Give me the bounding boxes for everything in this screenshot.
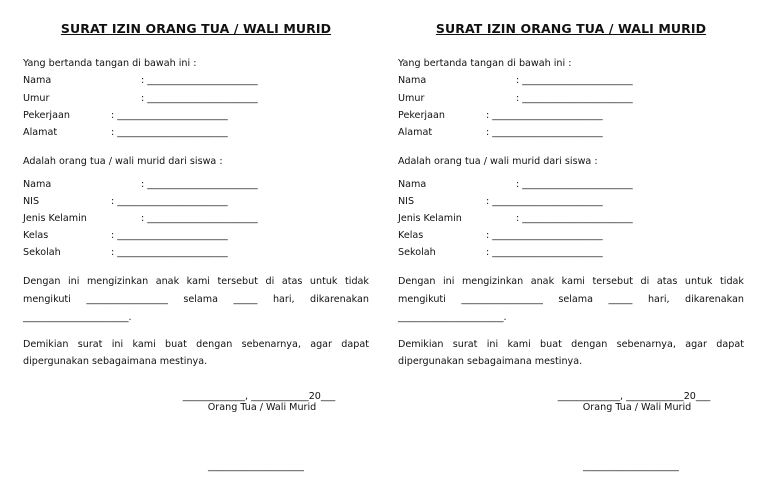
signer-label: Orang Tua / Wali Murid: [582, 402, 692, 413]
student-name-field[interactable]: : _______________________: [516, 179, 633, 190]
parent-job-field[interactable]: : _______________________: [111, 110, 228, 121]
letter-title: SURAT IZIN ORANG TUA / WALI MURID: [435, 21, 707, 36]
student-nis-label: NIS: [398, 196, 415, 207]
student-gender-field[interactable]: : _______________________: [516, 213, 633, 224]
student-nis-field[interactable]: : _______________________: [486, 196, 603, 207]
parent-age-field[interactable]: : _______________________: [141, 93, 258, 104]
parent-name-label: Nama: [23, 75, 52, 86]
parent-age-label: Umur: [398, 93, 425, 104]
parent-name-field[interactable]: : _______________________: [141, 75, 258, 86]
student-name-field[interactable]: : _______________________: [141, 179, 258, 190]
permission-paragraph-line: Dengan ini mengizinkan anak kami tersebut di atas untuk tidak: [23, 276, 369, 287]
parent-job-label: Pekerjaan: [23, 110, 70, 121]
parent-job-label: Pekerjaan: [398, 110, 445, 121]
parent-address-label: Alamat: [23, 127, 58, 138]
closing-paragraph-line: Demikian surat ini kami buat dengan sebenarnya, agar dapat: [398, 339, 744, 350]
student-school-label: Sekolah: [23, 247, 61, 258]
parent-address-label: Alamat: [398, 127, 433, 138]
student-class-field[interactable]: : _______________________: [486, 230, 603, 241]
permission-letter-right: [398, 0, 744, 501]
signature-line[interactable]: ____________________: [208, 461, 304, 472]
closing-paragraph-line: dipergunakan sebagaimana mestinya.: [398, 356, 583, 367]
student-gender-label: Jenis Kelamin: [23, 213, 87, 224]
parent-age-field[interactable]: : _______________________: [516, 93, 633, 104]
student-school-field[interactable]: : _______________________: [111, 247, 228, 258]
intro-text: Yang bertanda tangan di bawah ini :: [398, 58, 572, 69]
student-name-label: Nama: [23, 179, 52, 190]
permission-letter-left: [23, 0, 369, 501]
permission-reason-blank[interactable]: ______________________.: [23, 312, 132, 323]
student-intro-text: Adalah orang tua / wali murid dari siswa :: [23, 156, 223, 167]
student-school-field[interactable]: : _______________________: [486, 247, 603, 258]
student-name-label: Nama: [398, 179, 427, 190]
parent-job-field[interactable]: : _______________________: [486, 110, 603, 121]
student-nis-field[interactable]: : _______________________: [111, 196, 228, 207]
permission-reason-blank[interactable]: ______________________.: [398, 312, 507, 323]
student-gender-label: Jenis Kelamin: [398, 213, 462, 224]
permission-paragraph-line[interactable]: mengikuti _________________ selama _____ hari, dikarenakan: [23, 294, 369, 305]
student-intro-text: Adalah orang tua / wali murid dari siswa :: [398, 156, 598, 167]
permission-paragraph-line[interactable]: mengikuti _________________ selama _____ hari, dikarenakan: [398, 294, 744, 305]
parent-age-label: Umur: [23, 93, 50, 104]
signer-label: Orang Tua / Wali Murid: [207, 402, 317, 413]
permission-paragraph-line: Dengan ini mengizinkan anak kami tersebut di atas untuk tidak: [398, 276, 744, 287]
student-class-label: Kelas: [23, 230, 49, 241]
intro-text: Yang bertanda tangan di bawah ini :: [23, 58, 197, 69]
student-school-label: Sekolah: [398, 247, 436, 258]
closing-paragraph-line: dipergunakan sebagaimana mestinya.: [23, 356, 208, 367]
student-class-field[interactable]: : _______________________: [111, 230, 228, 241]
date-place-line[interactable]: _____________, ____________20___: [182, 391, 336, 402]
parent-name-label: Nama: [398, 75, 427, 86]
letter-title: SURAT IZIN ORANG TUA / WALI MURID: [60, 21, 332, 36]
date-place-line[interactable]: _____________, ____________20___: [557, 391, 711, 402]
student-nis-label: NIS: [23, 196, 40, 207]
signature-line[interactable]: ____________________: [583, 461, 679, 472]
closing-paragraph-line: Demikian surat ini kami buat dengan sebenarnya, agar dapat: [23, 339, 369, 350]
parent-address-field[interactable]: : _______________________: [486, 127, 603, 138]
student-gender-field[interactable]: : _______________________: [141, 213, 258, 224]
parent-address-field[interactable]: : _______________________: [111, 127, 228, 138]
parent-name-field[interactable]: : _______________________: [516, 75, 633, 86]
student-class-label: Kelas: [398, 230, 424, 241]
